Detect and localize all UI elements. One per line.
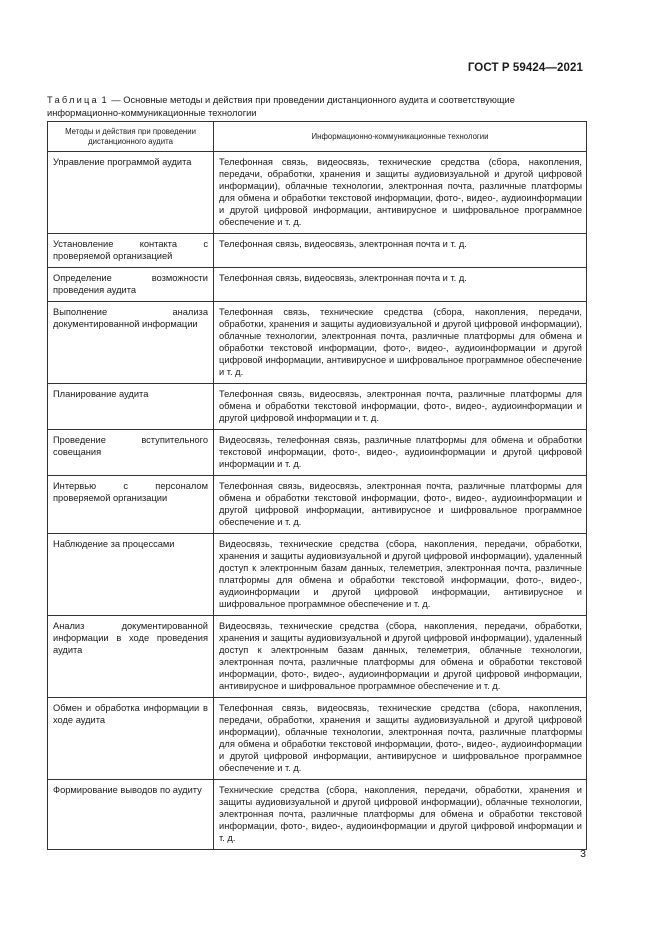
technology-cell: Видеосвязь, телефонная связь, различные платформы для обмена и обработки текстовой информации, фото-, видео-, аудиоинформации и другой цифровой информации и т. д. bbox=[214, 430, 587, 476]
technology-cell: Телефонная связь, видеосвязь, технические средства (сбора, накопления, передачи, обработки, хранения и защиты аудиовизуальной и другой цифровой информации), облачные технологии, электронная почта, различные платформы для обмена и обработки текстовой информации, фото-, видео-, аудиоинформации и другой цифровой информации, антивирусное и шифровальное программное обеспечение и т. д. bbox=[214, 698, 587, 780]
technology-cell: Телефонная связь, видеосвязь, электронная почта, различные платформы для обмена и обработки текстовой информации, фото-, видео-, аудиоинформации и другой цифровой информации и т. д. bbox=[214, 384, 587, 430]
technology-cell: Телефонная связь, видеосвязь, электронная почта и т. д. bbox=[214, 234, 587, 268]
technology-cell: Телефонная связь, видеосвязь, электронная почта и т. д. bbox=[214, 268, 587, 302]
method-cell: Проведение вступительного совещания bbox=[48, 430, 214, 476]
table-row bbox=[48, 534, 587, 616]
technology-cell: Видеосвязь, технические средства (сбора, накопления, передачи, обработки, хранения и защиты аудиовизуальной и другой цифровой информации), удаленный доступ к электронным базам данных, телеметрия, электронная почта, различные платформы для обмена и обработки текстовой информации, фото-, видео-, аудиоинформации и другой цифровой информации, антивирусное и шифровальное программное обеспечение и т. д. bbox=[214, 534, 587, 616]
method-cell: Интервью с персоналом проверяемой организации bbox=[48, 476, 214, 534]
table-row bbox=[48, 780, 587, 850]
table-caption-number: 1 bbox=[101, 95, 109, 105]
methods-technologies-table bbox=[47, 121, 587, 850]
table-row bbox=[48, 430, 587, 476]
document-id: ГОСТ Р 59424—2021 bbox=[467, 62, 583, 74]
method-cell: Управление программой аудита bbox=[48, 152, 214, 234]
technology-cell: Видеосвязь, технические средства (сбора, накопления, передачи, обработки, хранения и защиты аудиовизуальной и другой цифровой информации), удаленный доступ к электронным базам данных, телеметрия, облачные технологии, электронная почта, различные платформы для обмена и обработки текстовой информации, фото-, видео-, аудиоинформации и другой цифровой информации, антивирусное и шифровальное программное обеспечение и т. д. bbox=[214, 616, 587, 698]
method-cell: Определение возможности проведения аудита bbox=[48, 268, 214, 302]
table-row bbox=[48, 268, 587, 302]
table-row bbox=[48, 384, 587, 430]
method-cell: Обмен и обработка информации в ходе аудита bbox=[48, 698, 214, 780]
table-row bbox=[48, 302, 587, 384]
table-row bbox=[48, 476, 587, 534]
technology-cell: Технические средства (сбора, накопления, передачи, обработки, хранения и защиты аудиовизуальной и другой цифровой информации), облачные технологии, электронная почта, различные платформы для обмена и обработки текстовой информации, фото-, видео-, аудиоинформации и другой цифровой информации и т. д. bbox=[214, 780, 587, 850]
method-cell: Наблюдение за процессами bbox=[48, 534, 214, 616]
technology-cell: Телефонная связь, видеосвязь, технические средства (сбора, накопления, передачи, обработки, хранения и защиты аудиовизуальной и другой цифровой информации), облачные технологии, электронная почта, различные платформы для обмена и обработки текстовой информации, фото-, видео-, аудиоинформации и другой цифровой информации, антивирусное и шифровальное программное обеспечение и т. д. bbox=[214, 152, 587, 234]
method-cell: Планирование аудита bbox=[48, 384, 214, 430]
table-header-row bbox=[48, 122, 587, 152]
table-row bbox=[48, 152, 587, 234]
column-header-technologies: Информационно-коммуникационные технологии bbox=[214, 122, 587, 152]
column-header-methods: Методы и действия при проведении дистанционного аудита bbox=[48, 122, 214, 152]
table-row bbox=[48, 698, 587, 780]
method-cell: Выполнение анализа документированной информации bbox=[48, 302, 214, 384]
technology-cell: Телефонная связь, технические средства (сбора, накопления, передачи, обработки, хранения и защиты аудиовизуальной и другой цифровой информации), облачные технологии, электронная почта, различные платформы для обмена и обработки текстовой информации, фото-, видео-, аудиоинформации и другой цифровой информации, антивирусное и шифровальное программное обеспечение и т. д. bbox=[214, 302, 587, 384]
technology-cell: Телефонная связь, видеосвязь, электронная почта, различные платформы для обмена и обработки текстовой информации, фото-, видео-, аудиоинформации и другой цифровой информации, антивирусное и шифровальное программное обеспечение и т. д. bbox=[214, 476, 587, 534]
method-cell: Формирование выводов по аудиту bbox=[48, 780, 214, 850]
method-cell: Установление контакта с проверяемой организацией bbox=[48, 234, 214, 268]
page-number: 3 bbox=[580, 848, 586, 860]
table-row bbox=[48, 234, 587, 268]
method-cell: Анализ документированной информации в ходе проведения аудита bbox=[48, 616, 214, 698]
table-caption bbox=[47, 94, 587, 120]
table-caption-text: — Основные методы и действия при проведении дистанционного аудита и соответствующие информационно-коммуникационные технологии bbox=[47, 95, 515, 118]
table-caption-label: Таблица bbox=[47, 95, 99, 105]
table-row bbox=[48, 616, 587, 698]
